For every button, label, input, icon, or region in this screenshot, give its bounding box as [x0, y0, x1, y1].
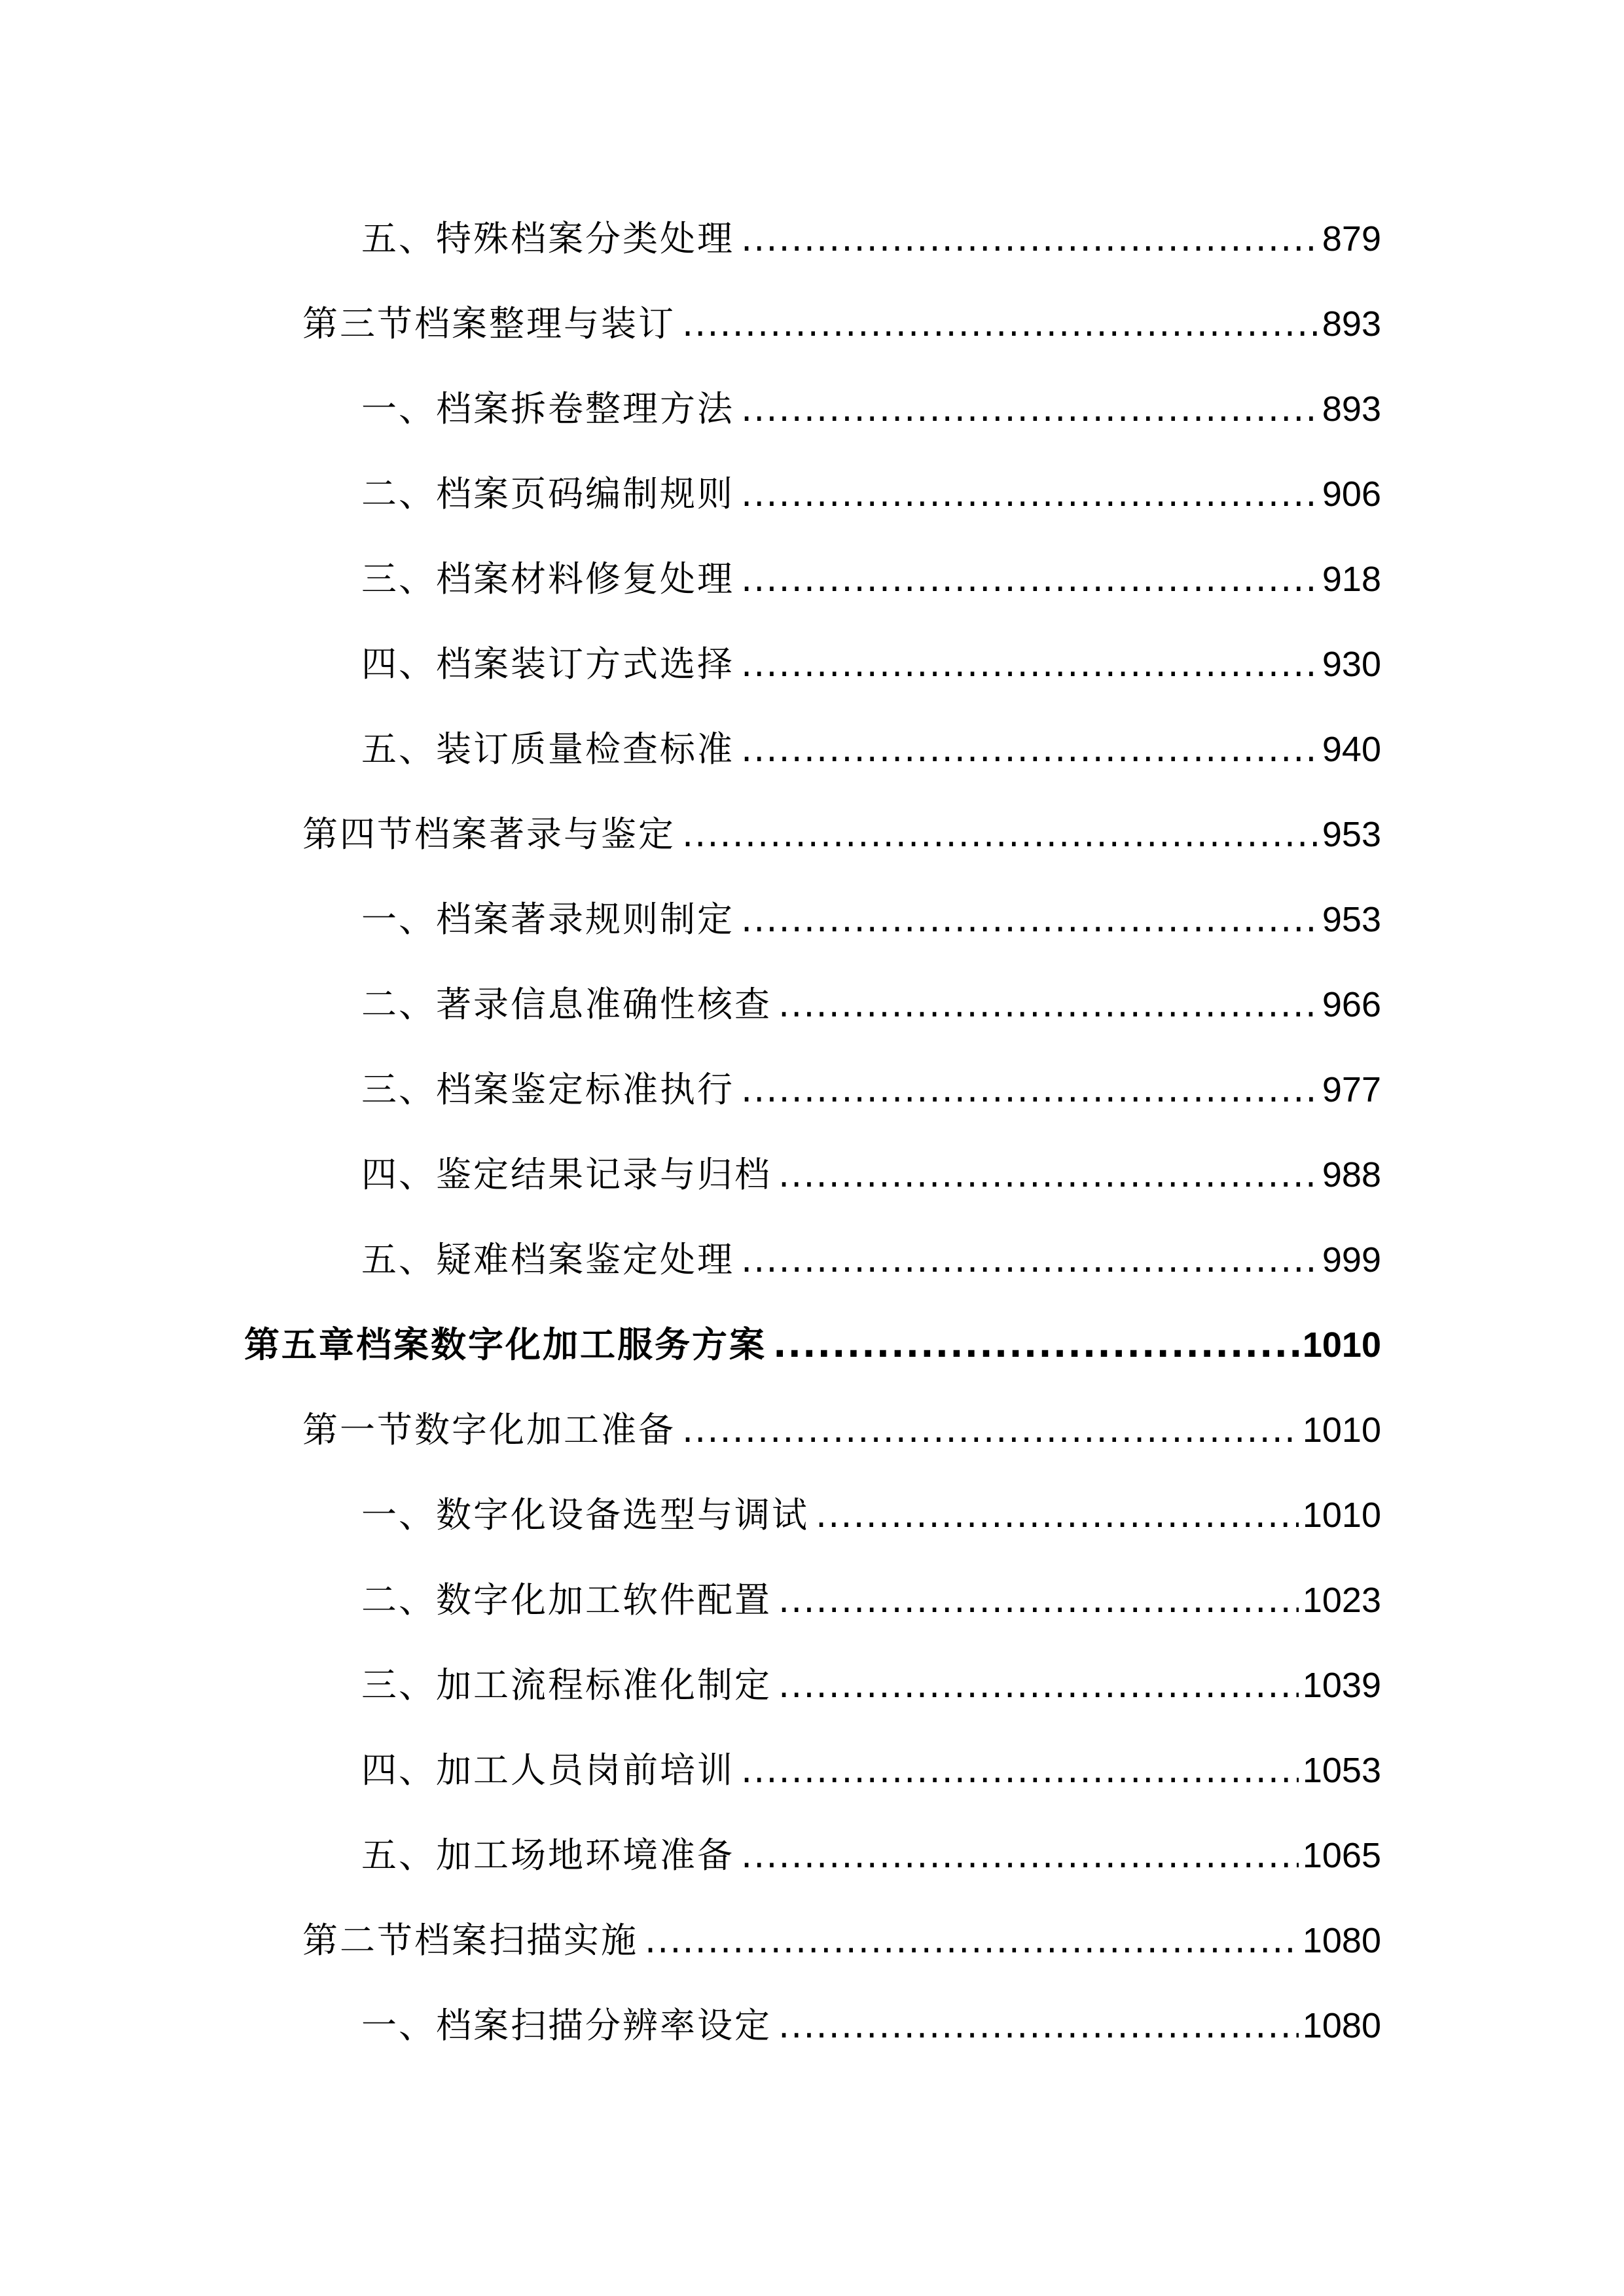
dot-leader — [778, 1149, 1318, 1201]
dot-leader — [645, 1914, 1299, 1967]
toc-entry-title: 第五章档案数字化加工服务方案 — [244, 1324, 767, 1365]
toc-entry-title: 二、档案页码编制规则 — [361, 473, 734, 514]
toc-entry-title: 五、疑难档案鉴定处理 — [361, 1239, 734, 1280]
toc-entry-title: 一、档案扫描分辨率设定 — [361, 2005, 772, 2046]
toc-entry[interactable] — [361, 383, 1381, 435]
toc-entry-title: 一、数字化设备选型与调试 — [361, 1494, 809, 1535]
toc-entry[interactable] — [361, 893, 1381, 946]
toc-entry-page: 1053 — [1302, 1751, 1381, 1790]
toc-entry-page: 930 — [1322, 645, 1381, 684]
dot-leader — [741, 1234, 1318, 1286]
toc-entry-page: 906 — [1322, 475, 1381, 514]
dot-leader — [682, 1404, 1299, 1456]
toc-entry-page: 999 — [1322, 1240, 1381, 1280]
toc-entry-page: 1080 — [1302, 2006, 1381, 2045]
toc-entry-title: 三、档案鉴定标准执行 — [361, 1069, 734, 1110]
toc-entry[interactable] — [361, 1829, 1381, 1882]
toc-entry-title: 五、装订质量检查标准 — [361, 728, 734, 770]
dot-leader — [741, 893, 1318, 946]
toc-chapter-entry[interactable] — [244, 1319, 1381, 1371]
dot-leader — [741, 1744, 1299, 1797]
toc-entry-page: 988 — [1322, 1155, 1381, 1194]
toc-entry-page: 1023 — [1302, 1581, 1381, 1620]
dot-leader — [682, 808, 1318, 861]
toc-entry[interactable] — [361, 723, 1381, 776]
dot-leader — [741, 1064, 1318, 1116]
toc-entry[interactable] — [302, 1914, 1381, 1967]
dot-leader — [682, 298, 1318, 350]
toc-entry-title: 四、加工人员岗前培训 — [361, 1749, 734, 1791]
toc-entry[interactable] — [361, 1234, 1381, 1286]
toc-entry-title: 四、档案装订方式选择 — [361, 643, 734, 685]
dot-leader — [816, 1489, 1299, 1541]
toc-entry-page: 918 — [1322, 560, 1381, 599]
toc-entry[interactable] — [302, 808, 1381, 861]
toc-entry-title: 二、数字化加工软件配置 — [361, 1579, 772, 1621]
toc-entry-page: 1010 — [1302, 1325, 1381, 1365]
toc-entry-page: 977 — [1322, 1070, 1381, 1109]
toc-entry[interactable] — [361, 468, 1381, 520]
dot-leader — [741, 638, 1318, 691]
toc-entry-title: 三、档案材料修复处理 — [361, 558, 734, 600]
toc-entry-title: 第四节档案著录与鉴定 — [302, 814, 676, 855]
dot-leader — [741, 383, 1318, 435]
toc-entry[interactable] — [361, 1574, 1381, 1626]
dot-leader — [778, 978, 1318, 1031]
toc-entry-page: 1065 — [1302, 1836, 1381, 1875]
toc-entry-title: 一、档案著录规则制定 — [361, 899, 734, 940]
toc-entry-page: 953 — [1322, 815, 1381, 854]
dot-leader — [741, 1829, 1299, 1882]
toc-entry-page: 1010 — [1302, 1496, 1381, 1535]
toc-entry-title: 一、档案拆卷整理方法 — [361, 388, 734, 429]
toc-entry-page: 953 — [1322, 900, 1381, 939]
toc-entry[interactable] — [302, 1404, 1381, 1456]
toc-entry-title: 三、加工流程标准化制定 — [361, 1664, 772, 1706]
dot-leader — [773, 1319, 1299, 1371]
toc-entry-page: 966 — [1322, 985, 1381, 1024]
toc-entry[interactable] — [361, 553, 1381, 605]
toc-entry-title: 第三节档案整理与装订 — [302, 303, 676, 344]
toc-entry-title: 第一节数字化加工准备 — [302, 1409, 676, 1450]
dot-leader — [778, 2000, 1299, 2052]
toc-entry-title: 五、加工场地环境准备 — [361, 1835, 734, 1876]
dot-leader — [778, 1574, 1299, 1626]
toc-entry-title: 第二节档案扫描实施 — [302, 1920, 638, 1961]
toc-entry-title: 五、特殊档案分类处理 — [361, 218, 734, 259]
toc-entry-page: 1039 — [1302, 1666, 1381, 1705]
dot-leader — [741, 468, 1318, 520]
toc-entry-page: 893 — [1322, 304, 1381, 344]
toc-entry-page: 1010 — [1302, 1410, 1381, 1450]
toc-entry[interactable] — [302, 298, 1381, 350]
toc-entry[interactable] — [361, 638, 1381, 691]
toc-entry[interactable] — [361, 213, 1381, 265]
dot-leader — [778, 1659, 1299, 1712]
toc-entry[interactable] — [361, 1659, 1381, 1712]
toc-entry[interactable] — [361, 1744, 1381, 1797]
toc-entry[interactable] — [361, 1149, 1381, 1201]
toc-entry-page: 940 — [1322, 730, 1381, 769]
toc-entry-page: 893 — [1322, 389, 1381, 429]
toc-entry-title: 二、著录信息准确性核查 — [361, 984, 772, 1025]
toc-entry-title: 四、鉴定结果记录与归档 — [361, 1154, 772, 1195]
dot-leader — [741, 553, 1318, 605]
toc-entry-page: 1080 — [1302, 1921, 1381, 1960]
toc-entry[interactable] — [361, 978, 1381, 1031]
toc-entry[interactable] — [361, 1064, 1381, 1116]
dot-leader — [741, 213, 1318, 265]
toc-entry-page: 879 — [1322, 219, 1381, 259]
dot-leader — [741, 723, 1318, 776]
toc-entry[interactable] — [361, 1489, 1381, 1541]
toc-entry[interactable] — [361, 2000, 1381, 2052]
